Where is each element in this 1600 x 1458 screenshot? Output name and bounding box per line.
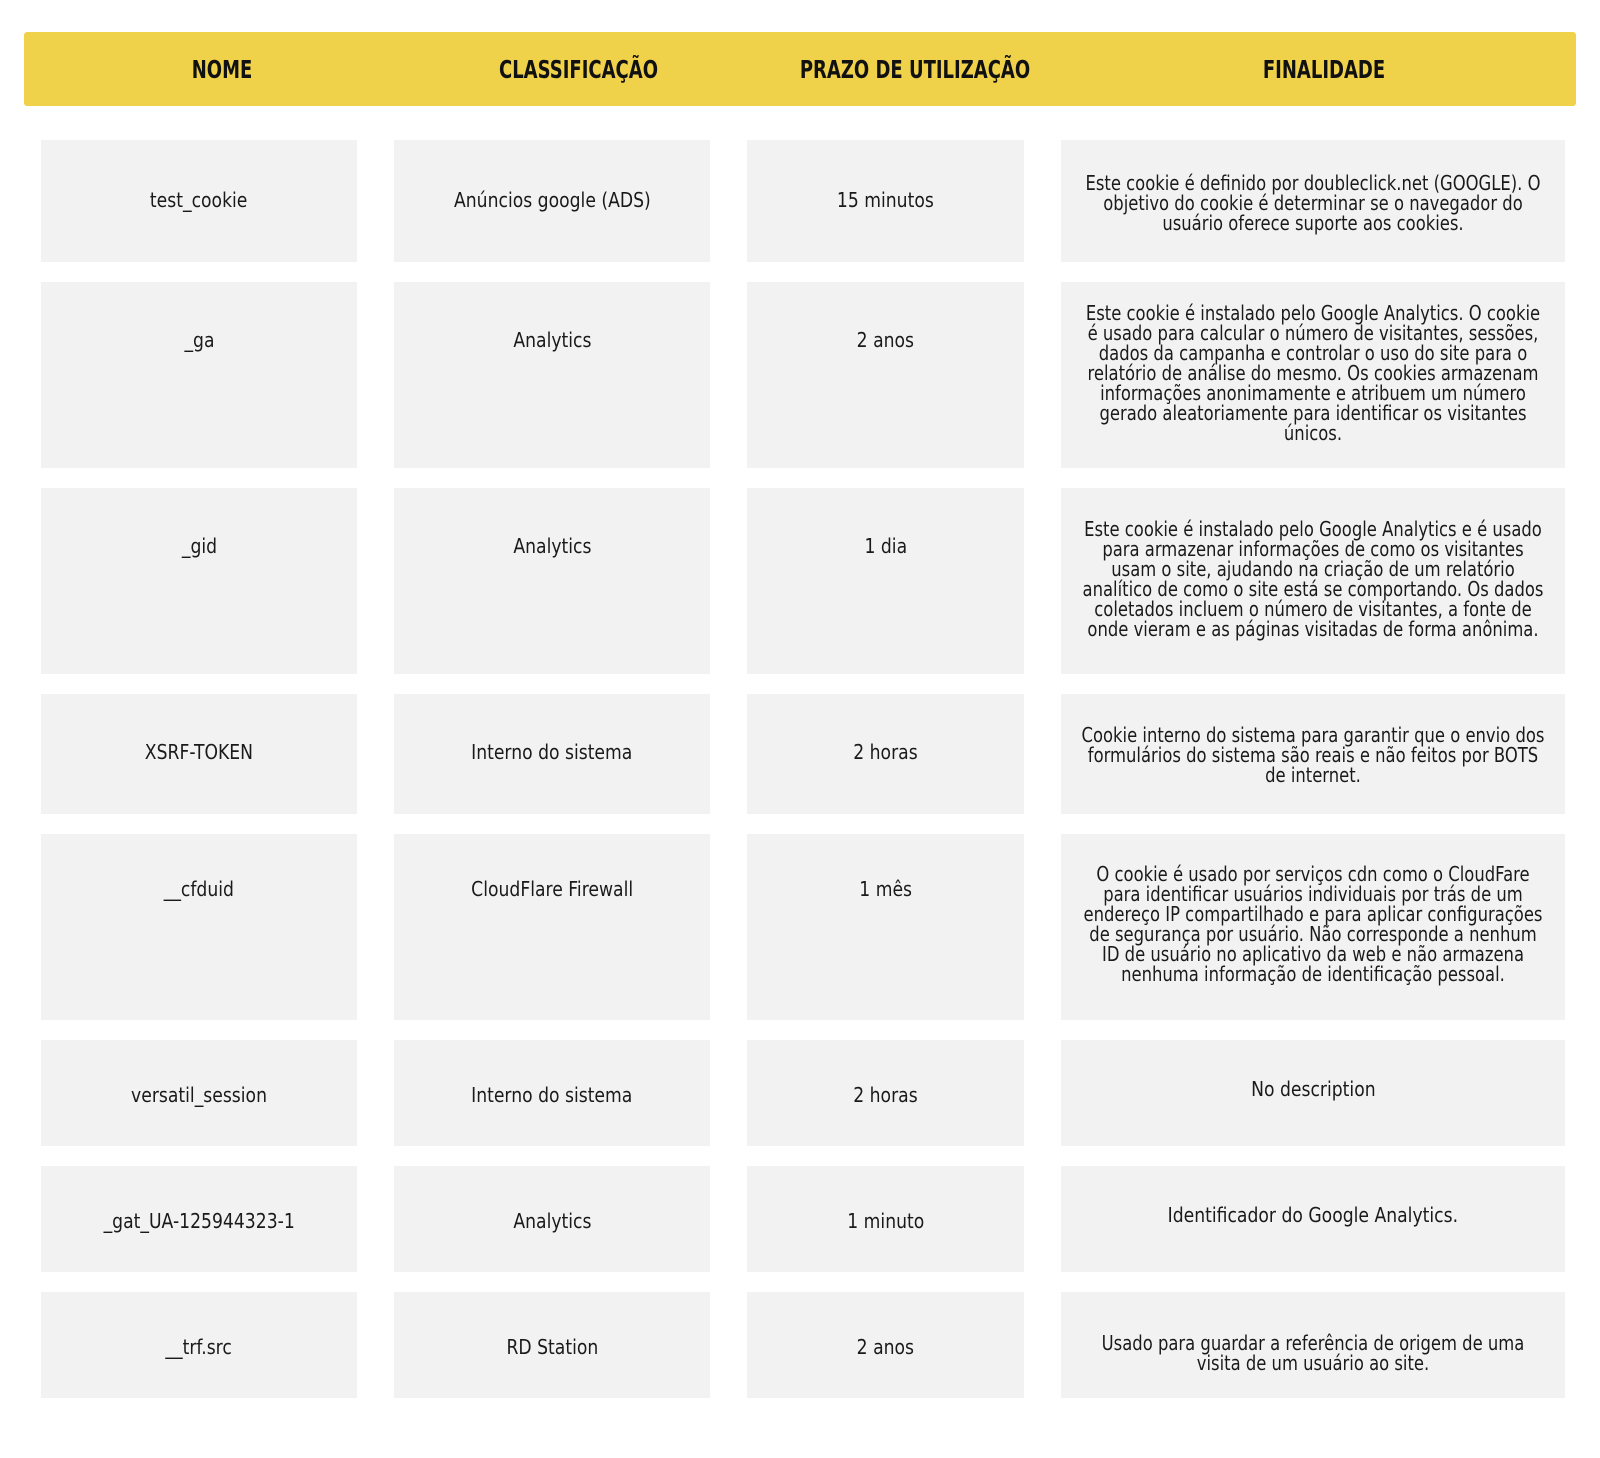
table-row <box>0 282 1600 468</box>
cookie-classification: Analytics <box>512 328 592 352</box>
cookie-classification: Interno do sistema <box>471 1083 633 1107</box>
cell-prazo <box>747 1292 1024 1398</box>
cell-prazo <box>747 140 1024 262</box>
cookie-name: test_cookie <box>150 188 248 212</box>
cell-finalidade <box>1061 282 1565 468</box>
cell-finalidade <box>1061 694 1565 814</box>
cell-nome <box>41 1040 357 1146</box>
cell-prazo <box>747 1040 1024 1146</box>
column-header-classificacao: CLASSIFICAÇÃO <box>498 54 659 84</box>
cookie-purpose: Usado para guardar a referência de origem de uma visita de um usuário ao site. <box>1101 1331 1525 1375</box>
cell-finalidade <box>1061 834 1565 1020</box>
cookie-classification: CloudFlare Firewall <box>471 877 633 901</box>
table-row <box>0 140 1600 262</box>
cell-prazo <box>747 488 1024 674</box>
cell-nome <box>41 140 357 262</box>
cell-nome <box>41 488 357 674</box>
table-row <box>0 1166 1600 1272</box>
cell-classificacao <box>394 282 710 468</box>
cookie-classification: Interno do sistema <box>471 740 633 764</box>
cookie-classification: Analytics <box>512 534 592 558</box>
column-header-prazo: PRAZO DE UTILIZAÇÃO <box>799 54 1031 84</box>
column-header-finalidade: FINALIDADE <box>1262 54 1386 84</box>
cell-classificacao <box>394 1292 710 1398</box>
cookie-classification: Anúncios google (ADS) <box>453 188 651 212</box>
cell-classificacao <box>394 1166 710 1272</box>
cell-prazo <box>747 1166 1024 1272</box>
cookie-name: __cfduid <box>163 877 235 901</box>
table-row <box>0 694 1600 814</box>
table-row <box>0 1040 1600 1146</box>
cookie-name: __trf.src <box>165 1335 233 1359</box>
table-row <box>0 834 1600 1020</box>
cookie-purpose: Este cookie é definido por doubleclick.net (GOOGLE). O objetivo do cookie é determinar se o navegador do usuário oferece suporte aos cookies. <box>1085 171 1541 235</box>
cookie-purpose: O cookie é usado por serviços cdn como o CloudFare para identificar usuários individuais por trás de um endereço IP compartilhado e para aplicar configurações de segurança por usuário. Não corresponde a nenhum ID de usuário no aplicativo da web e não armazena nenhuma informação de identificação pessoal. <box>1083 862 1543 986</box>
cell-classificacao <box>394 1040 710 1146</box>
cell-prazo <box>747 694 1024 814</box>
cookie-duration: 1 dia <box>864 534 907 558</box>
cell-prazo <box>747 282 1024 468</box>
cookie-name: _gat_UA-125944323-1 <box>103 1209 295 1233</box>
cell-nome <box>41 834 357 1020</box>
cell-prazo <box>747 834 1024 1020</box>
table-row <box>0 1292 1600 1398</box>
cookie-duration: 1 minuto <box>846 1209 925 1233</box>
cell-classificacao <box>394 834 710 1020</box>
cell-classificacao <box>394 488 710 674</box>
cookie-duration: 1 mês <box>859 877 912 901</box>
table-row <box>0 488 1600 674</box>
cell-finalidade <box>1061 1292 1565 1398</box>
cookie-name: versatil_session <box>131 1083 267 1107</box>
cell-classificacao <box>394 694 710 814</box>
cookie-duration: 2 horas <box>853 1083 918 1107</box>
cookie-duration: 15 minutos <box>837 188 934 212</box>
cookie-purpose: Este cookie é instalado pelo Google Analytics. O cookie é usado para calcular o número de visitantes, sessões, dados da campanha e controlar o uso do site para o relatório de análise do mesmo. Os cookies armazenam informações anonimamente e atribuem um número gerado aleatoriamente para identificar os visitantes únicos. <box>1085 301 1541 445</box>
cookie-duration: 2 horas <box>853 740 918 764</box>
cell-nome <box>41 1292 357 1398</box>
cell-finalidade <box>1061 488 1565 674</box>
cookie-purpose: Cookie interno do sistema para garantir que o envio dos formulários do sistema são reais e não feitos por BOTS de internet. <box>1081 723 1545 787</box>
column-header-nome: NOME <box>191 54 253 84</box>
cookie-classification: RD Station <box>506 1335 598 1359</box>
cookie-name: XSRF-TOKEN <box>144 740 254 764</box>
table-header <box>24 32 1576 106</box>
cookie-purpose: No description <box>1250 1077 1376 1101</box>
cell-nome <box>41 694 357 814</box>
cookie-name: _ga <box>183 328 215 352</box>
cookie-purpose: Este cookie é instalado pelo Google Analytics e é usado para armazenar informações de como os visitantes usam o site, ajudando na criação de um relatório analítico de como o site está se comportando. Os dados coletados incluem o número de visitantes, a fonte de onde vieram e as páginas visitadas de forma anônima. <box>1082 517 1544 641</box>
cookie-duration: 2 anos <box>856 1335 915 1359</box>
cookie-name: _gid <box>181 534 217 558</box>
cell-finalidade <box>1061 1166 1565 1272</box>
cell-nome <box>41 282 357 468</box>
cell-finalidade <box>1061 1040 1565 1146</box>
cookie-duration: 2 anos <box>856 328 915 352</box>
cookie-purpose: Identificador do Google Analytics. <box>1167 1203 1459 1227</box>
cell-classificacao <box>394 140 710 262</box>
cookie-classification: Analytics <box>512 1209 592 1233</box>
cell-finalidade <box>1061 140 1565 262</box>
cell-nome <box>41 1166 357 1272</box>
